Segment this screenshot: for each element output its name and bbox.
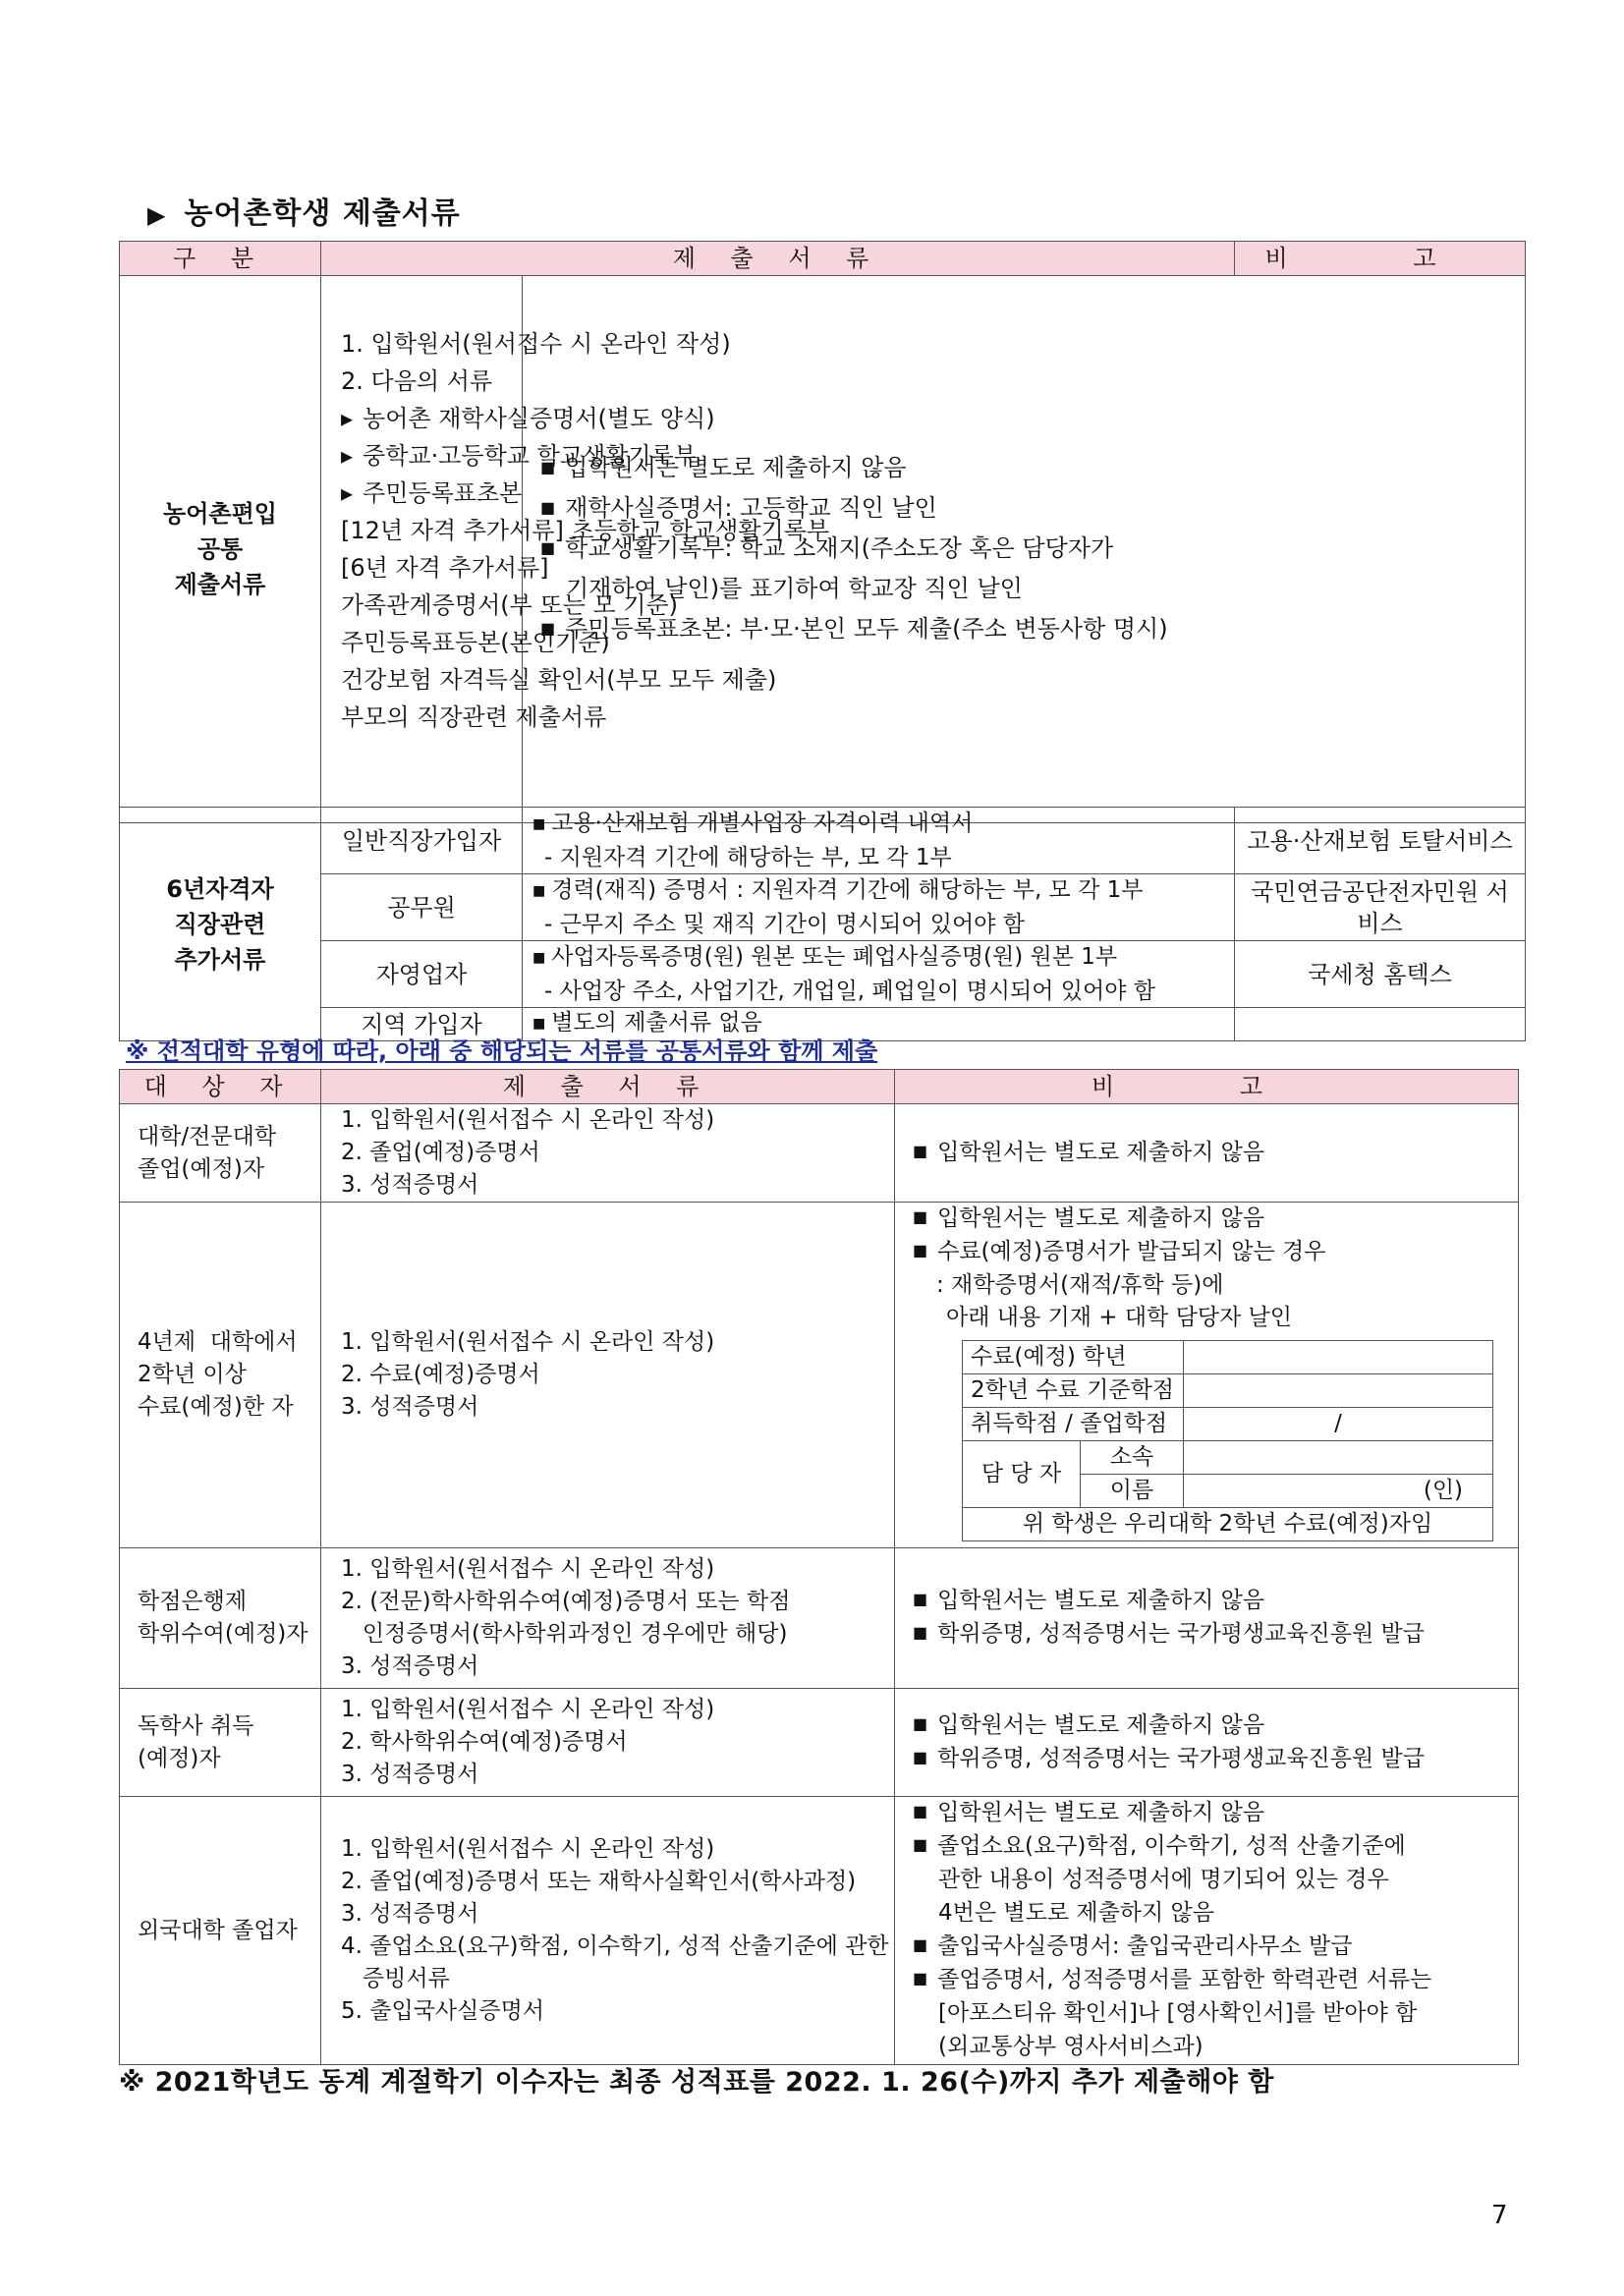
job-source-cell xyxy=(1235,1008,1526,1041)
box-label: 이름 xyxy=(1081,1475,1184,1508)
doc-line: 2. 졸업(예정)증명서 xyxy=(341,1140,540,1165)
note-line: ■ 학위증명, 성적증명서는 국가평생교육진흥원 발급 xyxy=(913,1618,1508,1652)
table-row xyxy=(120,1203,1519,1548)
doc-line: 주민등록표등본(본인기준) xyxy=(341,629,610,656)
box-label: 수료(예정) 학년 xyxy=(963,1341,1184,1374)
header-category: 구 분 xyxy=(120,242,321,276)
job-type-cell: 자영업자 xyxy=(321,941,523,1008)
note-line: ■ 입학원서는 별도로 제출하지 않음 xyxy=(913,1585,1508,1618)
doc-line: 증빙서류 xyxy=(341,1966,450,1991)
job-source-cell: 고용·산재보험 토탈서비스 xyxy=(1235,808,1526,874)
note-line: 관한 내용이 성적증명서에 명기되어 있는 경우 xyxy=(938,1867,1389,1892)
doc-line: [12년 자격 추가서류] 초등학교 학교생활기록부 xyxy=(341,517,830,544)
category-line: 제출서류 xyxy=(174,571,266,598)
category-line: 6년자격자 xyxy=(166,874,274,903)
notes-cell xyxy=(895,1548,1519,1689)
job-type-cell: 일반직장가입자 xyxy=(321,808,523,874)
box-label: 소속 xyxy=(1081,1441,1184,1475)
box-footer: 위 학생은 우리대학 2학년 수료(예정)자임 xyxy=(963,1508,1493,1541)
table-row xyxy=(120,1548,1519,1689)
job-documents-table xyxy=(119,807,1526,1041)
notes-cell xyxy=(895,1104,1519,1203)
job-row xyxy=(120,808,1526,874)
doc-line: 1. 입학원서(원서접수 시 온라인 작성) xyxy=(341,1697,715,1722)
target-line: 수료(예정)한 자 xyxy=(138,1394,294,1420)
note-line: 기재하여 날인)를 표기하여 학교장 직인 날인 xyxy=(566,574,1023,602)
doc-line: 3. 성적증명서 xyxy=(341,1901,479,1927)
doc-line: 2. 학사학위수여(예정)증명서 xyxy=(341,1729,628,1755)
note-line: ■ 입학원서는 별도로 제출하지 않음 xyxy=(540,449,1515,489)
note-line: 4번은 별도로 제출하지 않음 xyxy=(938,1900,1214,1926)
note-line: ■ 재학사실증명서: 고등학교 직인 날인 xyxy=(540,489,1515,530)
common-documents-row xyxy=(120,276,1526,823)
doc-line: 1. 입학원서(원서접수 시 온라인 작성) xyxy=(341,1329,715,1355)
footnote: ※ 2021학년도 동계 계절학기 이수자는 최종 성적표를 2022. 1. 26(수)까지 추가 제출해야 함 xyxy=(119,2067,1274,2098)
note-line: ■ 입학원서는 별도로 제출하지 않음 xyxy=(913,1797,1508,1830)
doc-line: 2. 졸업(예정)증명서 또는 재학사실확인서(학사과정) xyxy=(341,1869,857,1894)
doc-line: 2. 수료(예정)증명서 xyxy=(341,1362,540,1387)
doc-line: 인정증명서(학사학위과정인 경우에만 해당) xyxy=(341,1621,788,1647)
note-line: ■ 주민등록표초본: 부·모·본인 모두 제출(주소 변동사항 명시) xyxy=(540,610,1515,650)
doc-line: 2. (전문)학사학위수여(예정)증명서 또는 학점 xyxy=(341,1589,791,1614)
category-line: 추가서류 xyxy=(174,945,266,974)
target-line: (예정)자 xyxy=(138,1745,221,1771)
note-line: ■ 졸업소요(요구)학점, 이수학기, 성적 산출기준에 xyxy=(913,1830,1508,1864)
header-notes: 비 고 xyxy=(1235,242,1526,276)
doc-line: 부모의 직장관련 제출서류 xyxy=(341,703,607,731)
doc-line: [6년 자격 추가서류] xyxy=(341,554,549,582)
note-line: ■ 학교생활기록부: 학교 소재지(주소도장 혹은 담당자가 xyxy=(540,530,1515,570)
job-source-cell: 국세청 홈텍스 xyxy=(1235,941,1526,1008)
page-number: 7 xyxy=(1491,2201,1508,2230)
note-line: (외교통상부 영사서비스과) xyxy=(938,2034,1204,2059)
box-value: / xyxy=(1184,1408,1493,1441)
target-cell xyxy=(120,1689,321,1797)
box-value: (인) xyxy=(1184,1475,1493,1508)
doc-line: - 근무지 주소 및 재직 기간이 명시되어 있어야 함 xyxy=(544,912,1025,937)
table-header-row xyxy=(120,1070,1519,1104)
section-title xyxy=(147,189,461,232)
target-cell xyxy=(120,1203,321,1548)
note-line: ■ 입학원서는 별도로 제출하지 않음 xyxy=(913,1709,1508,1743)
job-type-cell: 지역 가입자 xyxy=(321,1008,523,1041)
section-title-text: 농어촌학생 제출서류 xyxy=(184,196,461,231)
target-line: 학위수여(예정)자 xyxy=(138,1621,308,1647)
doc-line: ■ 사업자등록증명(원) 원본 또는 폐업사실증명(원) 원본 1부 xyxy=(532,941,1224,976)
notice-blue: ※ 전적대학 유형에 따라, 아래 중 해당되는 서류를 공통서류와 함께 제출 xyxy=(126,1037,878,1065)
doc-line: 3. 성적증명서 xyxy=(341,1762,479,1787)
common-category-cell xyxy=(120,276,321,823)
prior-school-documents-table xyxy=(119,1069,1519,2065)
common-notes-cell xyxy=(523,276,1526,823)
notes-cell xyxy=(895,1797,1519,2065)
doc-line: 4. 졸업소요(요구)학점, 이수학기, 성적 산출기준에 관한 xyxy=(341,1933,889,1959)
table-row xyxy=(120,1104,1519,1203)
documents-cell xyxy=(321,1104,895,1203)
doc-line: 1. 입학원서(원서접수 시 온라인 작성) xyxy=(341,1836,715,1862)
documents-cell xyxy=(321,1797,895,2065)
doc-line: 1. 입학원서(원서접수 시 온라인 작성) xyxy=(341,330,731,358)
note-line: 아래 내용 기재 + 대학 담당자 날인 xyxy=(946,1305,1292,1330)
note-line: ■ 수료(예정)증명서가 발급되지 않는 경우 xyxy=(913,1236,1508,1269)
job-doc-cell xyxy=(523,874,1235,941)
note-line: ■ 입학원서는 별도로 제출하지 않음 xyxy=(913,1137,1508,1170)
documents-cell xyxy=(321,1203,895,1548)
category-line: 농어촌편입 xyxy=(163,500,277,528)
doc-line: ■ 경력(재직) 증명서 : 지원자격 기간에 해당하는 부, 모 각 1부 xyxy=(532,874,1224,909)
box-label: 취득학점 / 졸업학점 xyxy=(963,1408,1184,1441)
target-line: 졸업(예정)자 xyxy=(138,1155,265,1182)
target-line: 2학년 이상 xyxy=(138,1362,247,1387)
note-line: ■ 졸업증명서, 성적증명서를 포함한 학력관련 서류는 xyxy=(913,1964,1508,1997)
target-cell xyxy=(120,1104,321,1203)
doc-line: 건강보험 자격득실 확인서(부모 모두 제출) xyxy=(341,666,777,694)
box-label: 담 당 자 xyxy=(963,1441,1081,1508)
header-target: 대 상 자 xyxy=(120,1070,321,1104)
note-line: ■ 출입국사실증명서: 출입국관리사무소 발급 xyxy=(913,1931,1508,1964)
category-line: 공통 xyxy=(196,535,244,563)
doc-line: 1. 입학원서(원서접수 시 온라인 작성) xyxy=(341,1556,715,1582)
note-line: ■ 학위증명, 성적증명서는 국가평생교육진흥원 발급 xyxy=(913,1743,1508,1776)
target-line: 4년제 대학에서 xyxy=(138,1329,298,1355)
table-row xyxy=(120,1797,1519,2065)
target-line: 학점은행제 xyxy=(138,1589,248,1614)
doc-line: 가족관계증명서(부 또는 모 기준) xyxy=(341,591,679,619)
doc-line: 3. 성적증명서 xyxy=(341,1653,479,1679)
rural-documents-table xyxy=(119,241,1526,823)
header-documents: 제 출 서 류 xyxy=(321,1070,895,1104)
doc-line: - 사업장 주소, 사업기간, 개업일, 폐업일이 명시되어 있어야 함 xyxy=(544,979,1155,1004)
table-header-row xyxy=(120,242,1526,276)
table-row xyxy=(120,1689,1519,1797)
target-cell xyxy=(120,1797,321,2065)
arrow-icon: ▶ xyxy=(147,201,167,229)
doc-line: ▸ 주민등록표초본 xyxy=(341,475,512,512)
job-row xyxy=(120,941,1526,1008)
job-row xyxy=(120,874,1526,941)
header-documents: 제 출 서 류 xyxy=(321,242,1235,276)
completion-confirmation-box xyxy=(962,1340,1493,1541)
doc-line: 3. 성적증명서 xyxy=(341,1394,479,1420)
note-line: : 재학증명서(재적/휴학 등)에 xyxy=(936,1272,1224,1298)
target-cell xyxy=(120,1548,321,1689)
doc-line: ■ 고용·산재보험 개별사업장 자격이력 내역서 xyxy=(532,808,1224,842)
box-label: 2학년 수료 기준학점 xyxy=(963,1374,1184,1408)
job-category-cell xyxy=(120,808,321,1041)
note-line: ■ 입학원서는 별도로 제출하지 않음 xyxy=(913,1203,1508,1236)
documents-cell xyxy=(321,1548,895,1689)
header-notes: 비 고 xyxy=(895,1070,1519,1104)
doc-line: - 지원자격 기간에 해당하는 부, 모 각 1부 xyxy=(544,845,952,870)
category-line: 직장관련 xyxy=(174,910,266,938)
box-value xyxy=(1184,1341,1493,1374)
job-type-cell: 공무원 xyxy=(321,874,523,941)
doc-line: 3. 성적증명서 xyxy=(341,1172,479,1198)
box-value xyxy=(1184,1374,1493,1408)
box-value xyxy=(1184,1441,1493,1475)
doc-line: 1. 입학원서(원서접수 시 온라인 작성) xyxy=(341,1107,715,1133)
target-line: 독학사 취득 xyxy=(138,1712,254,1739)
note-line: [아포스티유 확인서]나 [영사확인서]를 받아야 함 xyxy=(938,2000,1418,2026)
job-source-cell: 국민연금공단전자민원 서비스 xyxy=(1235,874,1526,941)
doc-line: ■ 별도의 제출서류 없음 xyxy=(532,1008,1224,1040)
notes-cell xyxy=(895,1689,1519,1797)
doc-line: 5. 출입국사실증명서 xyxy=(341,1998,544,2024)
job-doc-cell xyxy=(523,808,1235,874)
target-line: 대학/전문대학 xyxy=(138,1123,277,1149)
doc-line: ▸ 농어촌 재학사실증명서(별도 양식) xyxy=(341,400,512,437)
job-doc-cell xyxy=(523,941,1235,1008)
doc-line: ▸ 중학교·고등학교 학교생활기록부 xyxy=(341,437,512,475)
target-line: 외국대학 졸업자 xyxy=(138,1917,298,1943)
notes-cell xyxy=(895,1203,1519,1548)
documents-cell xyxy=(321,1689,895,1797)
doc-line: 2. 다음의 서류 xyxy=(341,367,493,395)
